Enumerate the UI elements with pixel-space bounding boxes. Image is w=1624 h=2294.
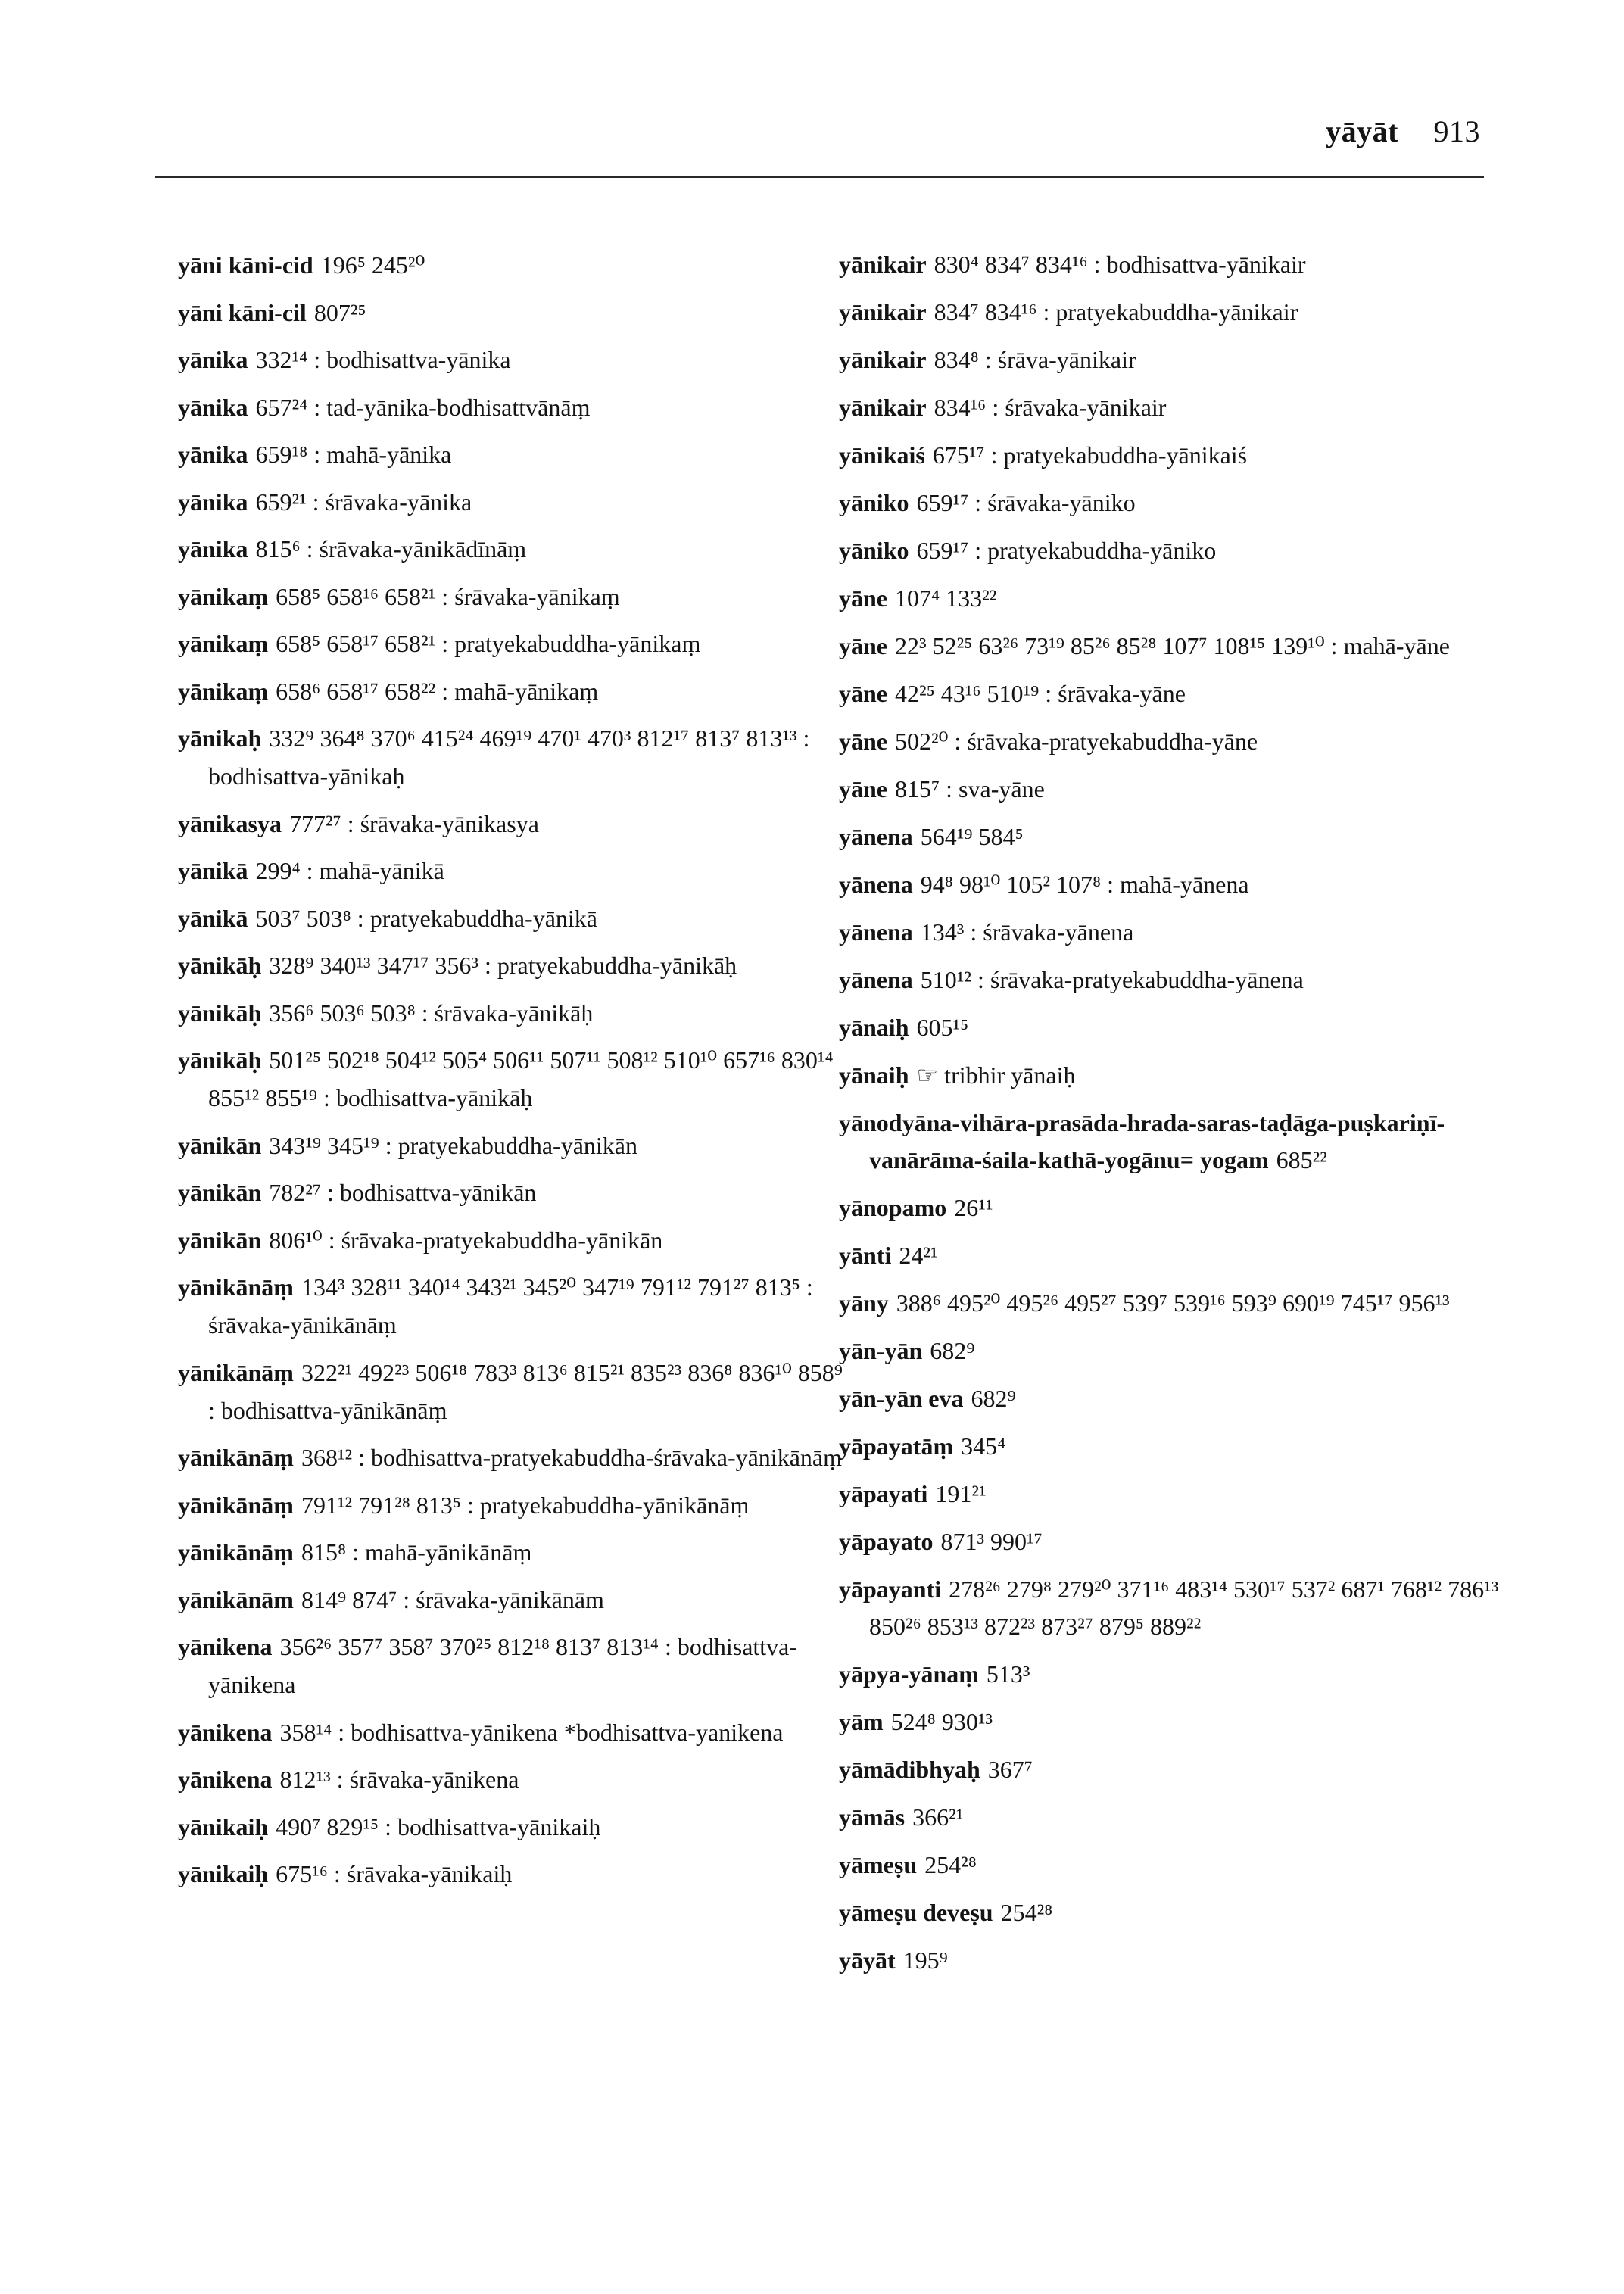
entry-headword: yānikaiḥ: [178, 1860, 269, 1887]
running-headword: yāyāt: [1326, 114, 1398, 148]
entry-headword: yān-yān: [839, 1337, 923, 1364]
entry-gloss: : tad-yānika-bodhisattvānāṃ: [313, 393, 591, 421]
index-entry: [839, 1189, 1505, 1226]
entry-headword: yānikānāṃ: [178, 1273, 294, 1301]
entry-headword: yānikāḥ: [178, 999, 262, 1027]
index-entry: [178, 1438, 844, 1476]
entry-headword: yānikair: [839, 251, 927, 278]
entry-headword: yānaiḥ: [839, 1061, 909, 1089]
entry-references: 345⁴: [961, 1432, 1006, 1460]
entry-references: 871³ 990¹⁷: [940, 1528, 1043, 1555]
entry-headword: yānena: [839, 871, 913, 898]
entry-gloss: : pratyekabuddha-yānikair: [1043, 298, 1298, 326]
entry-headword: yānika: [178, 346, 248, 373]
entry-headword: yānikān: [178, 1131, 262, 1159]
entry-references: 605¹⁵: [916, 1014, 969, 1041]
entry-references: 564¹⁹ 584⁵: [920, 823, 1024, 850]
entry-headword: yānikair: [839, 346, 927, 373]
entry-references: 501²⁵ 502¹⁸ 504¹² 505⁴ 506¹¹ 507¹¹ 508¹² 510¹⁰ 657¹⁶ 830¹⁴ 855¹² 855¹⁹: [208, 1046, 834, 1111]
entry-gloss: : pratyekabuddha-yānikaiś: [990, 441, 1248, 469]
entry-headword: yānika: [178, 488, 248, 516]
entry-gloss: : śrāvaka-yānikānām: [403, 1585, 604, 1613]
entry-references: 814⁹ 874⁷: [301, 1585, 397, 1613]
entry-gloss: : śrāvaka-pratyekabuddha-yāne: [954, 728, 1258, 755]
index-entry: [839, 1523, 1505, 1560]
index-entry: [839, 294, 1505, 331]
index-entry: [839, 1105, 1505, 1179]
entry-headword: yānikaṃ: [178, 582, 269, 610]
entry-headword: yānikānāṃ: [178, 1538, 294, 1566]
entry-references: 675¹⁷: [932, 441, 985, 469]
entry-headword: yānikaṃ: [178, 677, 269, 705]
entry-gloss: : mahā-yānikānāṃ: [352, 1538, 532, 1566]
index-entry: [839, 818, 1505, 856]
entry-headword: yāmeṣu: [839, 1851, 918, 1878]
index-entry: [178, 388, 844, 426]
index-entry: [839, 628, 1505, 665]
index-entry: [839, 1057, 1505, 1094]
entry-gloss: : śrāvaka-yāne: [1045, 680, 1186, 707]
index-entry: [839, 532, 1505, 569]
page-number: 913: [1433, 114, 1480, 148]
entry-gloss: : mahā-yāne: [1330, 632, 1450, 659]
entry-references: 388⁶ 495²⁰ 495²⁶ 495²⁷ 539⁷ 539¹⁶ 593⁹ 690¹⁹ 745¹⁷ 956¹³: [896, 1289, 1450, 1317]
entry-references: 503⁷ 503⁸: [255, 904, 351, 932]
entry-gloss: : mahā-yānikaṃ: [441, 677, 599, 705]
entry-headword: yāmās: [839, 1803, 906, 1831]
index-entry: [839, 1332, 1505, 1370]
entry-references: 490⁷ 829¹⁵: [276, 1812, 379, 1840]
entry-gloss: : śrāvaka-yānikasya: [347, 809, 539, 837]
entry-references: 332¹⁴: [255, 346, 308, 373]
entry-gloss: : bodhisattva-yānikaiḥ: [385, 1812, 601, 1840]
entry-headword: yānikānām: [178, 1585, 294, 1613]
entry-gloss: : bodhisattva-yānikāḥ: [323, 1084, 533, 1111]
index-entry: [839, 1380, 1505, 1417]
index-entry: [839, 1751, 1505, 1788]
entry-headword: yānena: [839, 918, 913, 946]
left-column: [178, 246, 844, 1903]
entry-references: 24²¹: [899, 1242, 938, 1269]
index-entry: [839, 1009, 1505, 1046]
entry-gloss: : bodhisattva-yānikair: [1093, 251, 1306, 278]
entry-gloss: : śrāvaka-yānikānāṃ: [208, 1273, 813, 1339]
entry-references: 777²⁷: [288, 809, 341, 837]
entry-references: 332⁹ 364⁸ 370⁶ 415²⁴ 469¹⁹ 470¹ 470³ 812¹⁷ 813⁷ 813¹³: [269, 725, 797, 752]
entry-references: 658⁵ 658¹⁶ 658²¹: [276, 582, 436, 610]
index-entry: [839, 675, 1505, 712]
entry-headword: yāne: [839, 775, 887, 803]
entry-gloss: : pratyekabuddha-yānikān: [385, 1131, 637, 1159]
entry-headword: yāne: [839, 728, 887, 755]
entry-references: 134³ 328¹¹ 340¹⁴ 343²¹ 345²⁰ 347¹⁹ 791¹² 791²⁷ 813⁵: [301, 1273, 800, 1301]
entry-gloss: : pratyekabuddha-yāniko: [974, 537, 1217, 564]
entry-headword: yān-yān eva: [839, 1385, 964, 1412]
index-entry: [839, 1428, 1505, 1465]
entry-gloss: : śrāvaka-yānika: [312, 488, 472, 516]
entry-references: 815⁸: [301, 1538, 347, 1566]
entry-gloss: : bodhisattva-yānikānāṃ: [208, 1396, 447, 1424]
index-entry: [178, 435, 844, 473]
entry-headword: yāniko: [839, 489, 909, 516]
index-entry: [178, 1760, 844, 1798]
entry-references: 682⁹: [971, 1385, 1016, 1412]
index-entry: [839, 771, 1505, 808]
entry-gloss: : pratyekabuddha-yānikānāṃ: [467, 1491, 750, 1519]
index-entry: [178, 578, 844, 616]
entry-references: 42²⁵ 43¹⁶ 510¹⁹: [895, 680, 1040, 707]
entry-references: 807²⁵: [313, 298, 366, 326]
entry-headword: yānena: [839, 966, 913, 993]
entry-references: 356²⁶ 357⁷ 358⁷ 370²⁵ 812¹⁸ 813⁷ 813¹⁴: [279, 1633, 659, 1660]
index-entry: [839, 962, 1505, 999]
index-entry: [178, 1127, 844, 1164]
entry-references: 659¹⁷: [916, 537, 969, 564]
index-entry: [178, 1486, 844, 1524]
entry-headword: yāpayanti: [839, 1576, 942, 1603]
entry-references: 328⁹ 340¹³ 347¹⁷ 356³: [269, 952, 478, 979]
entry-references: 356⁶ 503⁶ 503⁸: [269, 999, 416, 1027]
entry-references: 834⁸: [934, 346, 979, 373]
header-rule: [155, 176, 1484, 178]
entry-references: 358¹⁴: [279, 1718, 332, 1746]
index-entry: [178, 625, 844, 662]
index-entry: [839, 1476, 1505, 1513]
index-entry: [839, 1942, 1505, 1979]
entry-headword: yāni kāni-cil: [178, 298, 307, 326]
entry-references: 812¹³: [279, 1766, 331, 1793]
index-entry: [178, 852, 844, 890]
index-entry: [178, 1808, 844, 1846]
entry-references: 107⁴ 133²²: [895, 584, 997, 612]
entry-gloss: : pratyekabuddha-yānikā: [357, 904, 597, 932]
entry-references: 343¹⁹ 345¹⁹: [269, 1131, 379, 1159]
entry-references: 685²²: [1276, 1146, 1327, 1173]
entry-references: 278²⁶ 279⁸ 279²⁰ 371¹⁶ 483¹⁴ 530¹⁷ 537² 687¹ 768¹² 786¹³ 850²⁶ 853¹³ 872²³ 873²⁷ 879⁵ 889²²: [869, 1576, 1499, 1640]
entry-references: 806¹⁰: [269, 1226, 323, 1254]
entry-headword: yānikasya: [178, 809, 282, 837]
entry-gloss: : śrāvaka-yānikādīnāṃ: [306, 535, 527, 563]
entry-references: 830⁴ 834⁷ 834¹⁶: [934, 251, 1088, 278]
entry-headword: yāpayatāṃ: [839, 1432, 954, 1460]
entry-references: 834⁷ 834¹⁶: [934, 298, 1037, 326]
entry-headword: yāpya-yānaṃ: [839, 1660, 979, 1688]
entry-gloss: : śrāvaka-yānikaiḥ: [333, 1860, 513, 1887]
entry-references: 26¹¹: [954, 1194, 993, 1221]
entry-gloss: : sva-yāne: [946, 775, 1045, 803]
index-entry: [178, 946, 844, 984]
entry-gloss: : pratyekabuddha-yānikāḥ: [484, 952, 737, 979]
entry-references: 659²¹: [255, 488, 307, 516]
entry-gloss: : śrāva-yānikair: [984, 346, 1136, 373]
index-entry: [178, 672, 844, 710]
entry-gloss: : mahā-yānikā: [306, 857, 444, 884]
entry-references: 675¹⁶: [276, 1860, 328, 1887]
entry-headword: yāne: [839, 584, 887, 612]
entry-headword: yānikair: [839, 394, 927, 421]
entry-headword: yānikān: [178, 1226, 262, 1254]
index-entry: [178, 294, 844, 332]
entry-headword: yāmeṣu deveṣu: [839, 1899, 993, 1926]
index-entry: [178, 1713, 844, 1751]
entry-headword: yānikena: [178, 1718, 273, 1746]
index-entry: [178, 530, 844, 568]
entry-headword: yānodyāna-vihāra-prasāda-hrada-saras-taḍāga-puṣkariṇī-vanārāma-śaila-kathā-yogānu= yogam: [839, 1109, 1445, 1173]
entry-headword: yāpayato: [839, 1528, 934, 1555]
index-entry: [178, 1533, 844, 1571]
entry-headword: yānikān: [178, 1179, 262, 1206]
entry-headword: yāne: [839, 632, 887, 659]
index-entry: [178, 1628, 844, 1703]
entry-headword: yānika: [178, 535, 248, 563]
index-entry: [839, 389, 1505, 426]
entry-references: 196⁵ 245²⁰: [320, 251, 425, 279]
index-entry: [839, 723, 1505, 760]
entry-references: 682⁹: [930, 1337, 975, 1364]
entry-headword: yānikaṃ: [178, 630, 269, 657]
entry-headword: yānikaḥ: [178, 725, 262, 752]
entry-references: 368¹²: [301, 1444, 353, 1471]
index-entry: [178, 899, 844, 937]
index-entry: [839, 437, 1505, 474]
entry-references: 322²¹ 492²³ 506¹⁸ 783³ 813⁶ 815²¹ 835²³ 836⁸ 836¹⁰ 858⁹: [301, 1358, 843, 1386]
running-head: [1326, 114, 1480, 149]
entry-references: 815⁶: [255, 535, 301, 563]
index-entry: [178, 1173, 844, 1211]
entry-headword: yānikā: [178, 904, 248, 932]
entry-headword: yānikena: [178, 1766, 273, 1793]
entry-headword: yānikānāṃ: [178, 1491, 294, 1519]
entry-headword: yānikaiḥ: [178, 1812, 269, 1840]
entry-references: 782²⁷: [269, 1179, 322, 1206]
index-entry: [839, 1847, 1505, 1884]
index-entry: [839, 866, 1505, 903]
entry-references: 815⁷: [895, 775, 940, 803]
entry-headword: yānikena: [178, 1633, 273, 1660]
entry-headword: yāpayati: [839, 1480, 928, 1507]
entry-references: 659¹⁸: [255, 441, 308, 468]
entry-gloss: : bodhisattva-pratyekabuddha-śrāvaka-yānikānāṃ: [358, 1444, 842, 1471]
entry-references: 366²¹: [912, 1803, 964, 1831]
entry-references: 524⁸ 930¹³: [890, 1708, 993, 1735]
index-entry: [839, 1894, 1505, 1931]
entry-references: 658⁵ 658¹⁷ 658²¹: [276, 630, 436, 657]
entry-references: 502²⁰: [895, 728, 949, 755]
entry-gloss: : śrāvaka-yānena: [970, 918, 1134, 946]
entry-headword: yāniko: [839, 537, 909, 564]
entry-gloss: : bodhisattva-yānikaḥ: [208, 725, 810, 790]
entry-gloss: : śrāvaka-pratyekabuddha-yānena: [977, 966, 1304, 993]
entry-gloss: : pratyekabuddha-yānikaṃ: [441, 630, 701, 657]
index-entry: [178, 1268, 844, 1344]
entry-references: 513³: [986, 1660, 1030, 1688]
entry-references: 367⁷: [987, 1756, 1033, 1783]
index-entry: [839, 914, 1505, 951]
index-entry: [178, 1581, 844, 1619]
entry-gloss: : mahā-yānika: [313, 441, 452, 468]
entry-gloss: : śrāvaka-yānikāḥ: [421, 999, 594, 1027]
entry-gloss: : śrāvaka-yāniko: [974, 489, 1136, 516]
index-entry: [839, 1799, 1505, 1836]
index-entry: [839, 1571, 1505, 1645]
entry-headword: yām: [839, 1708, 884, 1735]
entry-headword: yāyāt: [839, 1946, 896, 1974]
index-entry: [839, 341, 1505, 379]
index-entry: [178, 805, 844, 843]
entry-gloss: : mahā-yānena: [1107, 871, 1249, 898]
entry-references: 791¹² 791²⁸ 813⁵: [301, 1491, 462, 1519]
entry-headword: yānaiḥ: [839, 1014, 909, 1041]
entry-gloss: : śrāvaka-pratyekabuddha-yānikān: [328, 1226, 663, 1254]
entry-references: 134³: [920, 918, 965, 946]
index-entry: [839, 580, 1505, 617]
entry-references: 22³ 52²⁵ 63²⁶ 73¹⁹ 85²⁶ 85²⁸ 107⁷ 108¹⁵ 139¹⁰: [895, 632, 1325, 659]
entry-references: 658⁶ 658¹⁷ 658²²: [276, 677, 436, 705]
entry-gloss: : śrāvaka-yānikaṃ: [441, 582, 620, 610]
index-entry: [839, 246, 1505, 283]
index-entry: [178, 341, 844, 379]
entry-headword: yāmādibhyaḥ: [839, 1756, 980, 1783]
entry-headword: yānika: [178, 441, 248, 468]
entry-references: 94⁸ 98¹⁰ 105² 107⁸: [920, 871, 1102, 898]
index-entry: [839, 1285, 1505, 1322]
entry-headword: yānikāḥ: [178, 952, 262, 979]
entry-references: 659¹⁷: [916, 489, 969, 516]
entry-references: 191²¹: [935, 1480, 987, 1507]
index-entry: [178, 1354, 844, 1429]
entry-references: 657²⁴: [255, 393, 308, 421]
entry-headword: yāni kāni-cid: [178, 251, 313, 279]
entry-references: 834¹⁶: [934, 394, 987, 421]
entry-headword: yānikānāṃ: [178, 1358, 294, 1386]
entry-headword: yānikāḥ: [178, 1046, 262, 1074]
index-entry: [839, 1703, 1505, 1741]
index-entry: [839, 1237, 1505, 1274]
entry-headword: yānikānāṃ: [178, 1444, 294, 1471]
entry-references: 299⁴: [255, 857, 301, 884]
entry-headword: yānika: [178, 393, 248, 421]
entry-references: 254²⁸: [924, 1851, 977, 1878]
entry-references: 510¹²: [920, 966, 971, 993]
entry-gloss: : bodhisattva-yānikena: [208, 1633, 798, 1698]
right-column: [839, 246, 1505, 1990]
index-entry: [839, 1656, 1505, 1693]
index-entry: [178, 246, 844, 284]
entry-gloss: : bodhisattva-yānikena *bodhisattva-yanikena: [338, 1718, 784, 1746]
index-entry: [178, 1041, 844, 1117]
entry-headword: yānena: [839, 823, 913, 850]
entry-gloss: : śrāvaka-yānikena: [336, 1766, 519, 1793]
index-entry: [178, 719, 844, 795]
entry-headword: yānti: [839, 1242, 892, 1269]
entry-headword: yāne: [839, 680, 887, 707]
index-entry: [178, 483, 844, 521]
entry-gloss: : bodhisattva-yānikān: [327, 1179, 537, 1206]
entry-headword: yānopamo: [839, 1194, 947, 1221]
entry-references: ☞ tribhir yānaiḥ: [916, 1061, 1076, 1089]
entry-references: 254²⁸: [1000, 1899, 1053, 1926]
entry-gloss: : śrāvaka-yānikair: [992, 394, 1167, 421]
entry-headword: yāny: [839, 1289, 889, 1317]
entry-gloss: : bodhisattva-yānika: [313, 346, 511, 373]
entry-references: 195⁹: [902, 1946, 948, 1974]
index-entry: [178, 994, 844, 1032]
index-entry: [178, 1855, 844, 1893]
index-entry: [178, 1221, 844, 1259]
entry-headword: yānikā: [178, 857, 248, 884]
entry-headword: yānikair: [839, 298, 927, 326]
index-entry: [839, 485, 1505, 522]
entry-headword: yānikaiś: [839, 441, 925, 469]
